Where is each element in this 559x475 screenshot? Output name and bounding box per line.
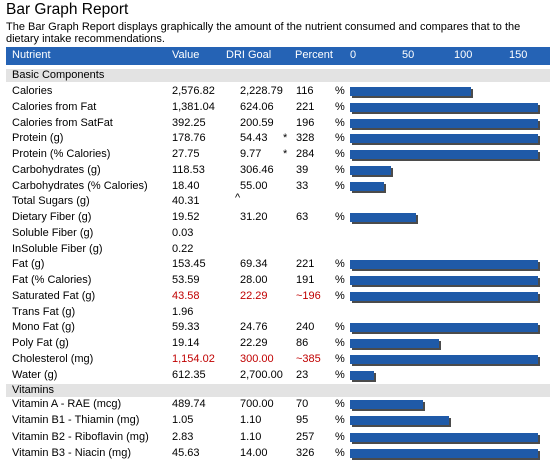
percent-value: 240: [296, 321, 315, 334]
percent-value: 221: [296, 100, 315, 113]
percent-unit: %: [335, 179, 345, 192]
nutrient-name: Carbohydrates (% Calories): [12, 179, 148, 192]
percent-unit: %: [335, 337, 345, 349]
header-scale-100: 100: [454, 49, 473, 61]
nutrient-name: Cholesterol (mg): [12, 352, 94, 365]
header-value: Value: [172, 49, 200, 61]
dri-goal: 306.46: [240, 163, 274, 176]
nutrient-value: 0.03: [172, 226, 194, 239]
dri-goal: 1.10: [240, 414, 262, 427]
section-basic-components: [6, 69, 550, 82]
dri-goal: 2,228.79: [240, 85, 283, 97]
percent-unit: %: [335, 352, 345, 365]
nutrient-value: 45.63: [172, 446, 200, 459]
header-dri-goal: DRI Goal: [226, 49, 272, 61]
table-row: [6, 225, 550, 241]
percent-bar: [350, 119, 538, 128]
percent-bar: [350, 103, 538, 112]
percent-unit: %: [335, 414, 345, 427]
percent-value: 257: [296, 430, 315, 443]
table-header: [6, 47, 550, 65]
nutrient-name: Poly Fat (g): [12, 337, 69, 349]
percent-unit: %: [335, 211, 345, 223]
nutrient-name: Vitamin A - RAE (mcg): [12, 398, 122, 410]
table-row: [6, 99, 550, 115]
dri-goal: 28.00: [240, 274, 268, 286]
table-row: [6, 193, 550, 209]
header-scale-0: 0: [350, 49, 357, 61]
percent-bar: [350, 355, 538, 364]
table-row: [6, 178, 550, 194]
percent-unit: %: [335, 274, 345, 286]
nutrient-value: 59.33: [172, 321, 200, 334]
dri-goal: 14.00: [240, 446, 268, 459]
percent-unit: %: [335, 116, 345, 129]
dri-goal: 9.77: [240, 148, 262, 160]
dri-goal: 31.20: [240, 211, 268, 223]
nutrient-name: Dietary Fiber (g): [12, 211, 92, 223]
dri-goal: 22.29: [240, 289, 268, 302]
percent-bar: [350, 213, 416, 222]
percent-bar: [350, 433, 538, 442]
percent-bar: [350, 292, 538, 301]
percent-unit: %: [335, 368, 345, 381]
dri-goal: 22.29: [240, 337, 268, 349]
nutrient-name: InSoluble Fiber (g): [12, 242, 103, 255]
header-scale-50: 50: [402, 49, 415, 61]
table-row: [6, 351, 550, 367]
nutrient-name: Water (g): [12, 368, 58, 381]
table-row: [6, 83, 550, 99]
nutrient-name: Calories from Fat: [12, 100, 97, 113]
header-nutrient: Nutrient: [12, 49, 51, 61]
percent-value: 70: [296, 398, 309, 410]
percent-unit: %: [335, 289, 345, 302]
percent-value: 221: [296, 258, 315, 271]
percent-bar: [350, 449, 538, 458]
nutrient-name: Saturated Fat (g): [12, 289, 96, 302]
percent-value: 116: [296, 85, 314, 97]
percent-value: ~196: [296, 289, 321, 302]
percent-bar: [350, 339, 439, 348]
percent-unit: %: [335, 148, 345, 160]
percent-value: 33: [296, 179, 309, 192]
percent-value: 23: [296, 368, 309, 381]
dri-goal: 24.76: [240, 321, 268, 334]
percent-bar: [350, 182, 384, 191]
table-row: [6, 396, 550, 412]
percent-value: 95: [296, 414, 309, 427]
percent-bar: [350, 134, 538, 143]
nutrient-value: 1,154.02: [172, 352, 215, 365]
nutrient-value: 2.83: [172, 430, 194, 443]
nutrient-value: 19.14: [172, 337, 200, 349]
nutrient-value: 489.74: [172, 398, 206, 410]
percent-value: ~385: [296, 352, 321, 365]
table-row: [6, 115, 550, 131]
percent-marker: *: [283, 132, 288, 145]
dri-goal: 700.00: [240, 398, 274, 410]
header-scale-150: 150: [509, 49, 528, 61]
header-percent: Percent: [295, 49, 333, 61]
dri-goal: 69.34: [240, 258, 268, 271]
nutrient-value: 43.58: [172, 289, 200, 302]
percent-bar: [350, 371, 374, 380]
section-label: Basic Components: [12, 69, 105, 81]
nutrient-value: 19.52: [172, 211, 200, 223]
percent-value: 196: [296, 116, 315, 129]
percent-value: 284: [296, 148, 315, 160]
table-row: [6, 335, 550, 351]
nutrient-name: Protein (% Calories): [12, 148, 111, 160]
percent-unit: %: [335, 100, 345, 113]
table-row: [6, 288, 550, 304]
percent-bar: [350, 150, 538, 159]
percent-unit: %: [335, 85, 345, 97]
nutrient-value: 178.76: [172, 132, 206, 145]
nutrient-value: 0.22: [172, 242, 194, 255]
percent-unit: %: [335, 163, 345, 176]
nutrient-value: 1,381.04: [172, 100, 215, 113]
percent-bar: [350, 400, 423, 409]
nutrient-name: Carbohydrates (g): [12, 163, 101, 176]
table-row: [6, 445, 550, 461]
nutrient-name: Fat (% Calories): [12, 274, 92, 286]
table-row: [6, 209, 550, 225]
nutrient-name: Fat (g): [12, 258, 45, 271]
percent-value: 63: [296, 211, 309, 223]
table-row: [6, 241, 550, 257]
nutrient-value: 18.40: [172, 179, 200, 192]
dri-goal: 54.43: [240, 132, 268, 145]
table-row: [6, 272, 550, 288]
table-row: [6, 367, 550, 383]
percent-unit: %: [335, 446, 345, 459]
table-row: [6, 429, 550, 445]
table-row: [6, 162, 550, 178]
percent-unit: %: [335, 398, 345, 410]
nutrient-value: 612.35: [172, 368, 206, 381]
dri-goal: 2,700.00: [240, 368, 283, 381]
nutrient-name: Vitamin B3 - Niacin (mg): [12, 446, 131, 459]
percent-value: 39: [296, 163, 309, 176]
nutrient-value: 392.25: [172, 116, 206, 129]
dri-goal: 1.10: [240, 430, 262, 443]
percent-bar: [350, 416, 449, 425]
nutrient-value: 118.53: [172, 163, 205, 176]
table-row: [6, 256, 550, 272]
dri-goal: 300.00: [240, 352, 274, 365]
table-row: [6, 130, 550, 146]
nutrient-value: 2,576.82: [172, 85, 215, 97]
table-row: [6, 146, 550, 162]
nutrient-value: 1.96: [172, 305, 194, 318]
table-row: [6, 412, 550, 428]
percent-unit: %: [335, 321, 345, 334]
nutrient-name: Calories from SatFat: [12, 116, 113, 129]
percent-unit: %: [335, 430, 345, 443]
nutrient-value: 27.75: [172, 148, 200, 160]
percent-bar: [350, 323, 538, 332]
nutrient-value: 153.45: [172, 258, 206, 271]
percent-value: 328: [296, 132, 315, 145]
percent-bar: [350, 276, 538, 285]
nutrient-name: Soluble Fiber (g): [12, 226, 94, 239]
dri-goal: 55.00: [240, 179, 268, 192]
percent-unit: %: [335, 258, 345, 271]
percent-value: 191: [296, 274, 315, 286]
report-title: Bar Graph Report: [6, 1, 129, 18]
percent-bar: [350, 166, 391, 175]
section-label: Vitamins: [12, 384, 54, 396]
dri-goal: ^: [235, 192, 241, 205]
table-row: [6, 304, 550, 320]
nutrient-value: 1.05: [172, 414, 194, 427]
nutrient-name: Trans Fat (g): [12, 305, 76, 318]
nutrient-value: 53.59: [172, 274, 200, 286]
percent-value: 326: [296, 446, 315, 459]
nutrient-name: Vitamin B1 - Thiamin (mg): [12, 414, 140, 427]
nutrient-name: Protein (g): [12, 132, 64, 145]
nutrient-name: Vitamin B2 - Riboflavin (mg): [12, 430, 149, 443]
nutrient-name: Mono Fat (g): [12, 321, 75, 334]
percent-value: 86: [296, 337, 309, 349]
table-row: [6, 319, 550, 335]
percent-unit: %: [335, 132, 345, 145]
nutrient-name: Calories: [12, 85, 53, 97]
percent-marker: *: [283, 148, 288, 160]
nutrient-value: 40.31: [172, 195, 200, 208]
dri-goal: 624.06: [240, 100, 274, 113]
dri-goal: 200.59: [240, 116, 274, 129]
percent-bar: [350, 260, 538, 269]
percent-bar: [350, 87, 471, 96]
nutrient-name: Total Sugars (g): [12, 195, 90, 208]
report-description: The Bar Graph Report displays graphically the amount of the nutrient consumed and compares that to the dietary intake recommendations.: [6, 21, 521, 45]
